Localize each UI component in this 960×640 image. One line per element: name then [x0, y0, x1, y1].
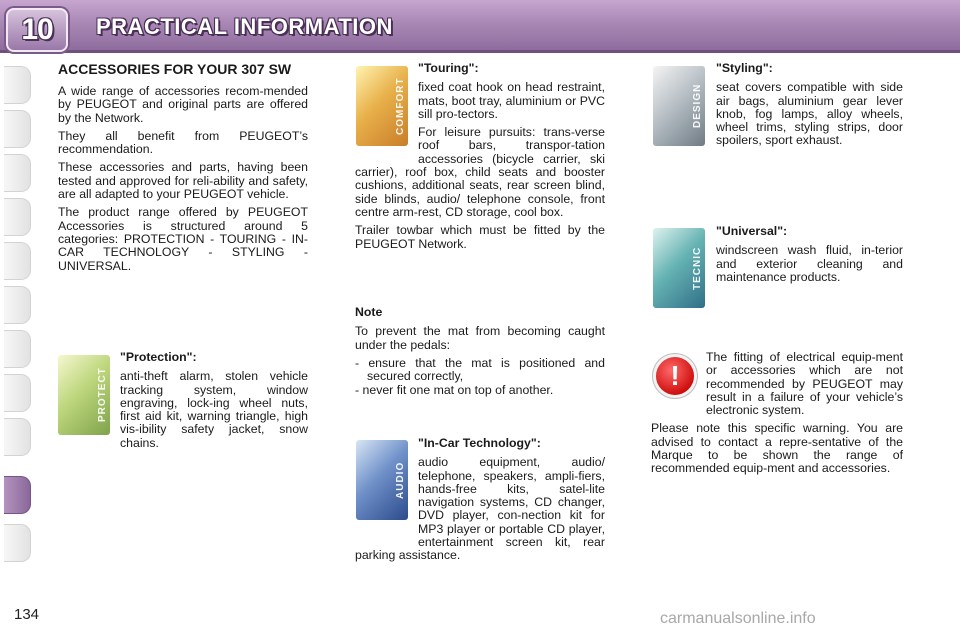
- chapter-tab-active[interactable]: [4, 476, 31, 514]
- incar-title: "In-Car Technology":: [418, 436, 541, 450]
- incar-technology-block: [355, 437, 605, 568]
- note-item: - ensure that the mat is positioned and secured correctly,: [355, 355, 605, 384]
- comfort-image-label: COMFORT: [395, 77, 406, 135]
- universal-title: "Universal":: [716, 224, 788, 238]
- design-image-label: DESIGN: [692, 83, 703, 129]
- chapter-title: PRACTICAL INFORMATION: [96, 14, 393, 39]
- text-wrap-spacer: [355, 126, 418, 153]
- chapter-tab[interactable]: [4, 154, 31, 192]
- touring-text: fixed coat hook on head restraint, mats, boot tray, aluminium or PVC sill pro-tectors.: [418, 80, 605, 121]
- warning-block: [651, 351, 903, 481]
- page-number: 134: [14, 606, 40, 623]
- protection-title: "Protection":: [120, 350, 197, 364]
- incar-text: audio equipment, audio/ telephone, speakers, ampli-fiers, hands-free kits, satel-lite navigation systems, CD changer, DVD player, con-nection kit for MP3 player or portable CD player, entertainment screen kit, rear parking assistance.: [355, 455, 605, 563]
- tecnic-category-image: [653, 228, 705, 308]
- chapter-tab[interactable]: [4, 242, 31, 280]
- text-wrap-spacer: [651, 351, 706, 405]
- chapter-tab[interactable]: [4, 198, 31, 236]
- chapter-tabs: [0, 58, 34, 578]
- design-category-image: [653, 66, 705, 146]
- touring-towbar-text: Trailer towbar which must be fitted by the PEUGEOT Network.: [355, 223, 605, 251]
- universal-block: [716, 225, 903, 289]
- chapter-tab[interactable]: [4, 524, 31, 562]
- warning-icon: !: [656, 357, 694, 395]
- styling-block: [716, 62, 903, 153]
- note-title: Note: [355, 305, 383, 319]
- protection-text: anti-theft alarm, stolen vehicle tracking system, window engraving, lock-ing wheel nuts, first aid kit, warning triangle, high vis-ibility safety jacket, snow chains.: [120, 369, 308, 450]
- styling-text: seat covers compatible with side air bags, aluminium gear lever knob, fog lamps, alloy wheels, wheel trims, styling strips, door spoilers, sport exhaust.: [716, 80, 903, 148]
- column-accessories-intro: [58, 62, 308, 278]
- tecnic-image-label: TECNIC: [692, 246, 703, 290]
- chapter-tab[interactable]: [4, 418, 31, 456]
- intro-paragraph: These accessories and parts, having been tested and approved for reli-ability and safety, are all adapted to your PEUGEOT vehicle.: [58, 160, 308, 202]
- text-wrap-spacer: [355, 437, 418, 543]
- chapter-tab[interactable]: [4, 374, 31, 412]
- watermark-text: carmanualsonline.info: [660, 610, 816, 627]
- warning-text: The fitting of electrical equip-ment or accessories which are not recommended by PEUGEOT may result in a failure of your vehicle’s electronic system.: [706, 350, 903, 418]
- section-heading: ACCESSORIES FOR YOUR 307 SW: [58, 61, 292, 77]
- chapter-tab[interactable]: [4, 330, 31, 368]
- chapter-tab[interactable]: [4, 286, 31, 324]
- audio-image-label: AUDIO: [395, 461, 406, 499]
- touring-title: "Touring":: [418, 61, 479, 75]
- styling-title: "Styling":: [716, 61, 773, 75]
- note-block: [355, 306, 605, 403]
- intro-paragraph: The product range offered by PEUGEOT Accessories is structured around 5 categories: PROTECTION - TOURING - IN-CAR TECHNOLOGY - STYLING - UNIVERSAL.: [58, 205, 308, 273]
- chapter-badge: [6, 8, 68, 52]
- touring-leisure-text: For leisure pursuits: trans-verse roof bars, transpor-tation accessories (bicycle carrier, ski carrier), roof box, child seats and booster cushions, additional seats, rear screen blind, side blinds, audio/ telephone console, front centre arm-rest, CD storage, cool box.: [355, 125, 605, 219]
- protect-image-label: PROTECT: [97, 367, 108, 423]
- touring-block: [355, 62, 605, 256]
- protect-category-image: [58, 355, 110, 435]
- chapter-number: 10: [21, 13, 53, 46]
- intro-paragraph: A wide range of accessories recom-mended by PEUGEOT and original parts are offered by the Network.: [58, 84, 308, 125]
- protection-block: [120, 351, 308, 455]
- universal-text: windscreen wash fluid, in-terior and exterior cleaning and maintenance products.: [716, 243, 903, 284]
- note-text: To prevent the mat from becoming caught under the pedals:: [355, 324, 605, 352]
- intro-paragraph: They all benefit from PEUGEOT’s recommendation.: [58, 128, 308, 157]
- header-divider: [0, 50, 960, 53]
- note-item: - never fit one mat on top of another.: [355, 383, 554, 398]
- chapter-tab[interactable]: [4, 110, 31, 148]
- warning-advice-text: Please note this specific warning. You are advised to contact a repre-sentative of the Marque to be shown the range of recommended equip-ment and accessories.: [651, 421, 903, 476]
- chapter-tab[interactable]: [4, 66, 31, 104]
